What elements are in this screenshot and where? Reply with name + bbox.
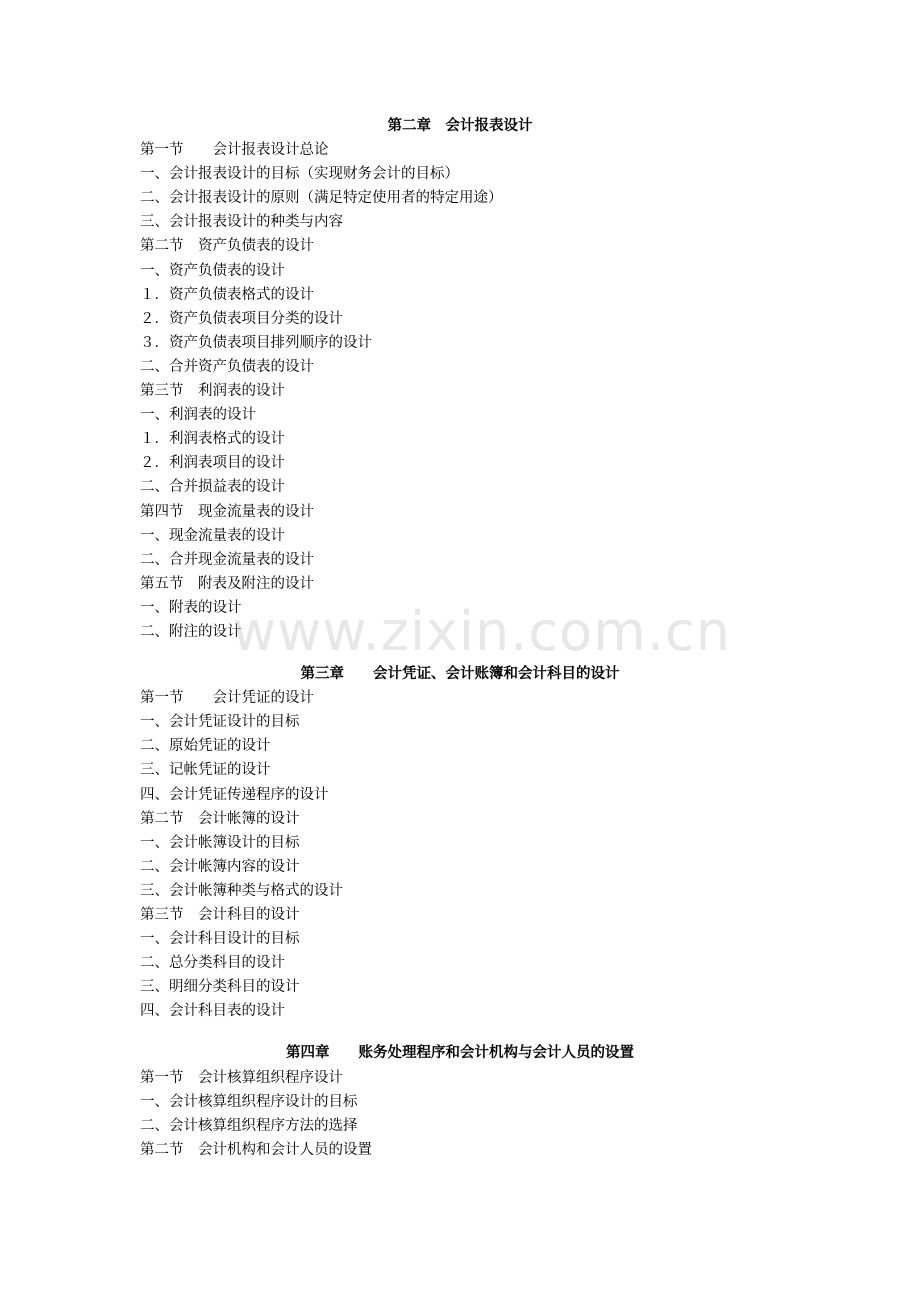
section-heading: 第五节 附表及附注的设计 <box>140 575 314 592</box>
section-heading: 第三节 会计科目的设计 <box>140 907 300 923</box>
list-item: 四、会计凭证传递程序的设计 <box>140 786 329 803</box>
chapter-body <box>140 686 780 1023</box>
list-item: 三、会计帐簿种类与格式的设计 <box>140 882 343 899</box>
sub-list-item: ３．资产负债表项目排列顺序的设计 <box>140 334 372 351</box>
chapter-title: 第四章 账务处理程序和会计机构与会计人员的设置 <box>286 1044 634 1062</box>
list-item: 一、现金流量表的设计 <box>140 527 285 544</box>
section-heading: 第二节 资产负债表的设计 <box>140 238 314 255</box>
section-heading: 第二节 会计帐簿的设计 <box>140 810 300 827</box>
watermark: www.zixin.com.cn <box>232 600 731 663</box>
section-heading: 第一节 会计核算组织程序设计 <box>140 1069 343 1086</box>
list-item: 四、会计科目表的设计 <box>140 1003 285 1020</box>
sub-list-item: ２．资产负债表项目分类的设计 <box>140 310 343 327</box>
list-item: 一、会计科目设计的目标 <box>140 931 300 948</box>
chapter-title: 第三章 会计凭证、会计账簿和会计科目的设计 <box>300 665 620 683</box>
section-heading: 第三节 利润表的设计 <box>140 383 285 400</box>
list-item: 二、会计帐簿内容的设计 <box>140 858 300 875</box>
list-item: 二、合并现金流量表的设计 <box>140 551 314 568</box>
chapter-body <box>140 138 780 644</box>
sub-list-item: ２．利润表项目的设计 <box>140 455 285 472</box>
list-item: 二、会计报表设计的原则（满足特定使用者的特定用途） <box>140 190 503 207</box>
list-item: 二、总分类科目的设计 <box>140 955 285 972</box>
sub-list-item: １．利润表格式的设计 <box>140 431 285 448</box>
section-heading: 第一节 会计报表设计总论 <box>140 142 329 159</box>
list-item: 二、合并损益表的设计 <box>140 479 285 496</box>
section-heading: 第二节 会计机构和会计人员的设置 <box>140 1141 372 1158</box>
document-page <box>140 114 780 1162</box>
list-item: 二、原始凭证的设计 <box>140 738 271 755</box>
list-item: 一、利润表的设计 <box>140 407 256 424</box>
list-item: 一、资产负债表的设计 <box>140 262 285 279</box>
list-item: 一、会计核算组织程序设计的目标 <box>140 1093 358 1110</box>
list-item: 三、记帐凭证的设计 <box>140 762 271 779</box>
sub-list-item: １．资产负债表格式的设计 <box>140 286 314 303</box>
list-item: 一、会计报表设计的目标（实现财务会计的目标） <box>140 166 459 183</box>
list-item: 一、会计帐簿设计的目标 <box>140 834 300 851</box>
section-heading: 第一节 会计凭证的设计 <box>140 690 314 707</box>
list-item: 二、合并资产负债表的设计 <box>140 358 314 375</box>
list-item: 三、明细分类科目的设计 <box>140 979 300 996</box>
list-item: 三、会计报表设计的种类与内容 <box>140 214 343 231</box>
list-item: 二、会计核算组织程序方法的选择 <box>140 1117 358 1134</box>
list-item: 二、附注的设计 <box>140 623 242 640</box>
section-heading: 第四节 现金流量表的设计 <box>140 503 314 520</box>
list-item: 一、附表的设计 <box>140 599 242 616</box>
list-item: 一、会计凭证设计的目标 <box>140 714 300 731</box>
chapter-title: 第二章 会计报表设计 <box>387 117 533 134</box>
chapter-body <box>140 1066 780 1162</box>
